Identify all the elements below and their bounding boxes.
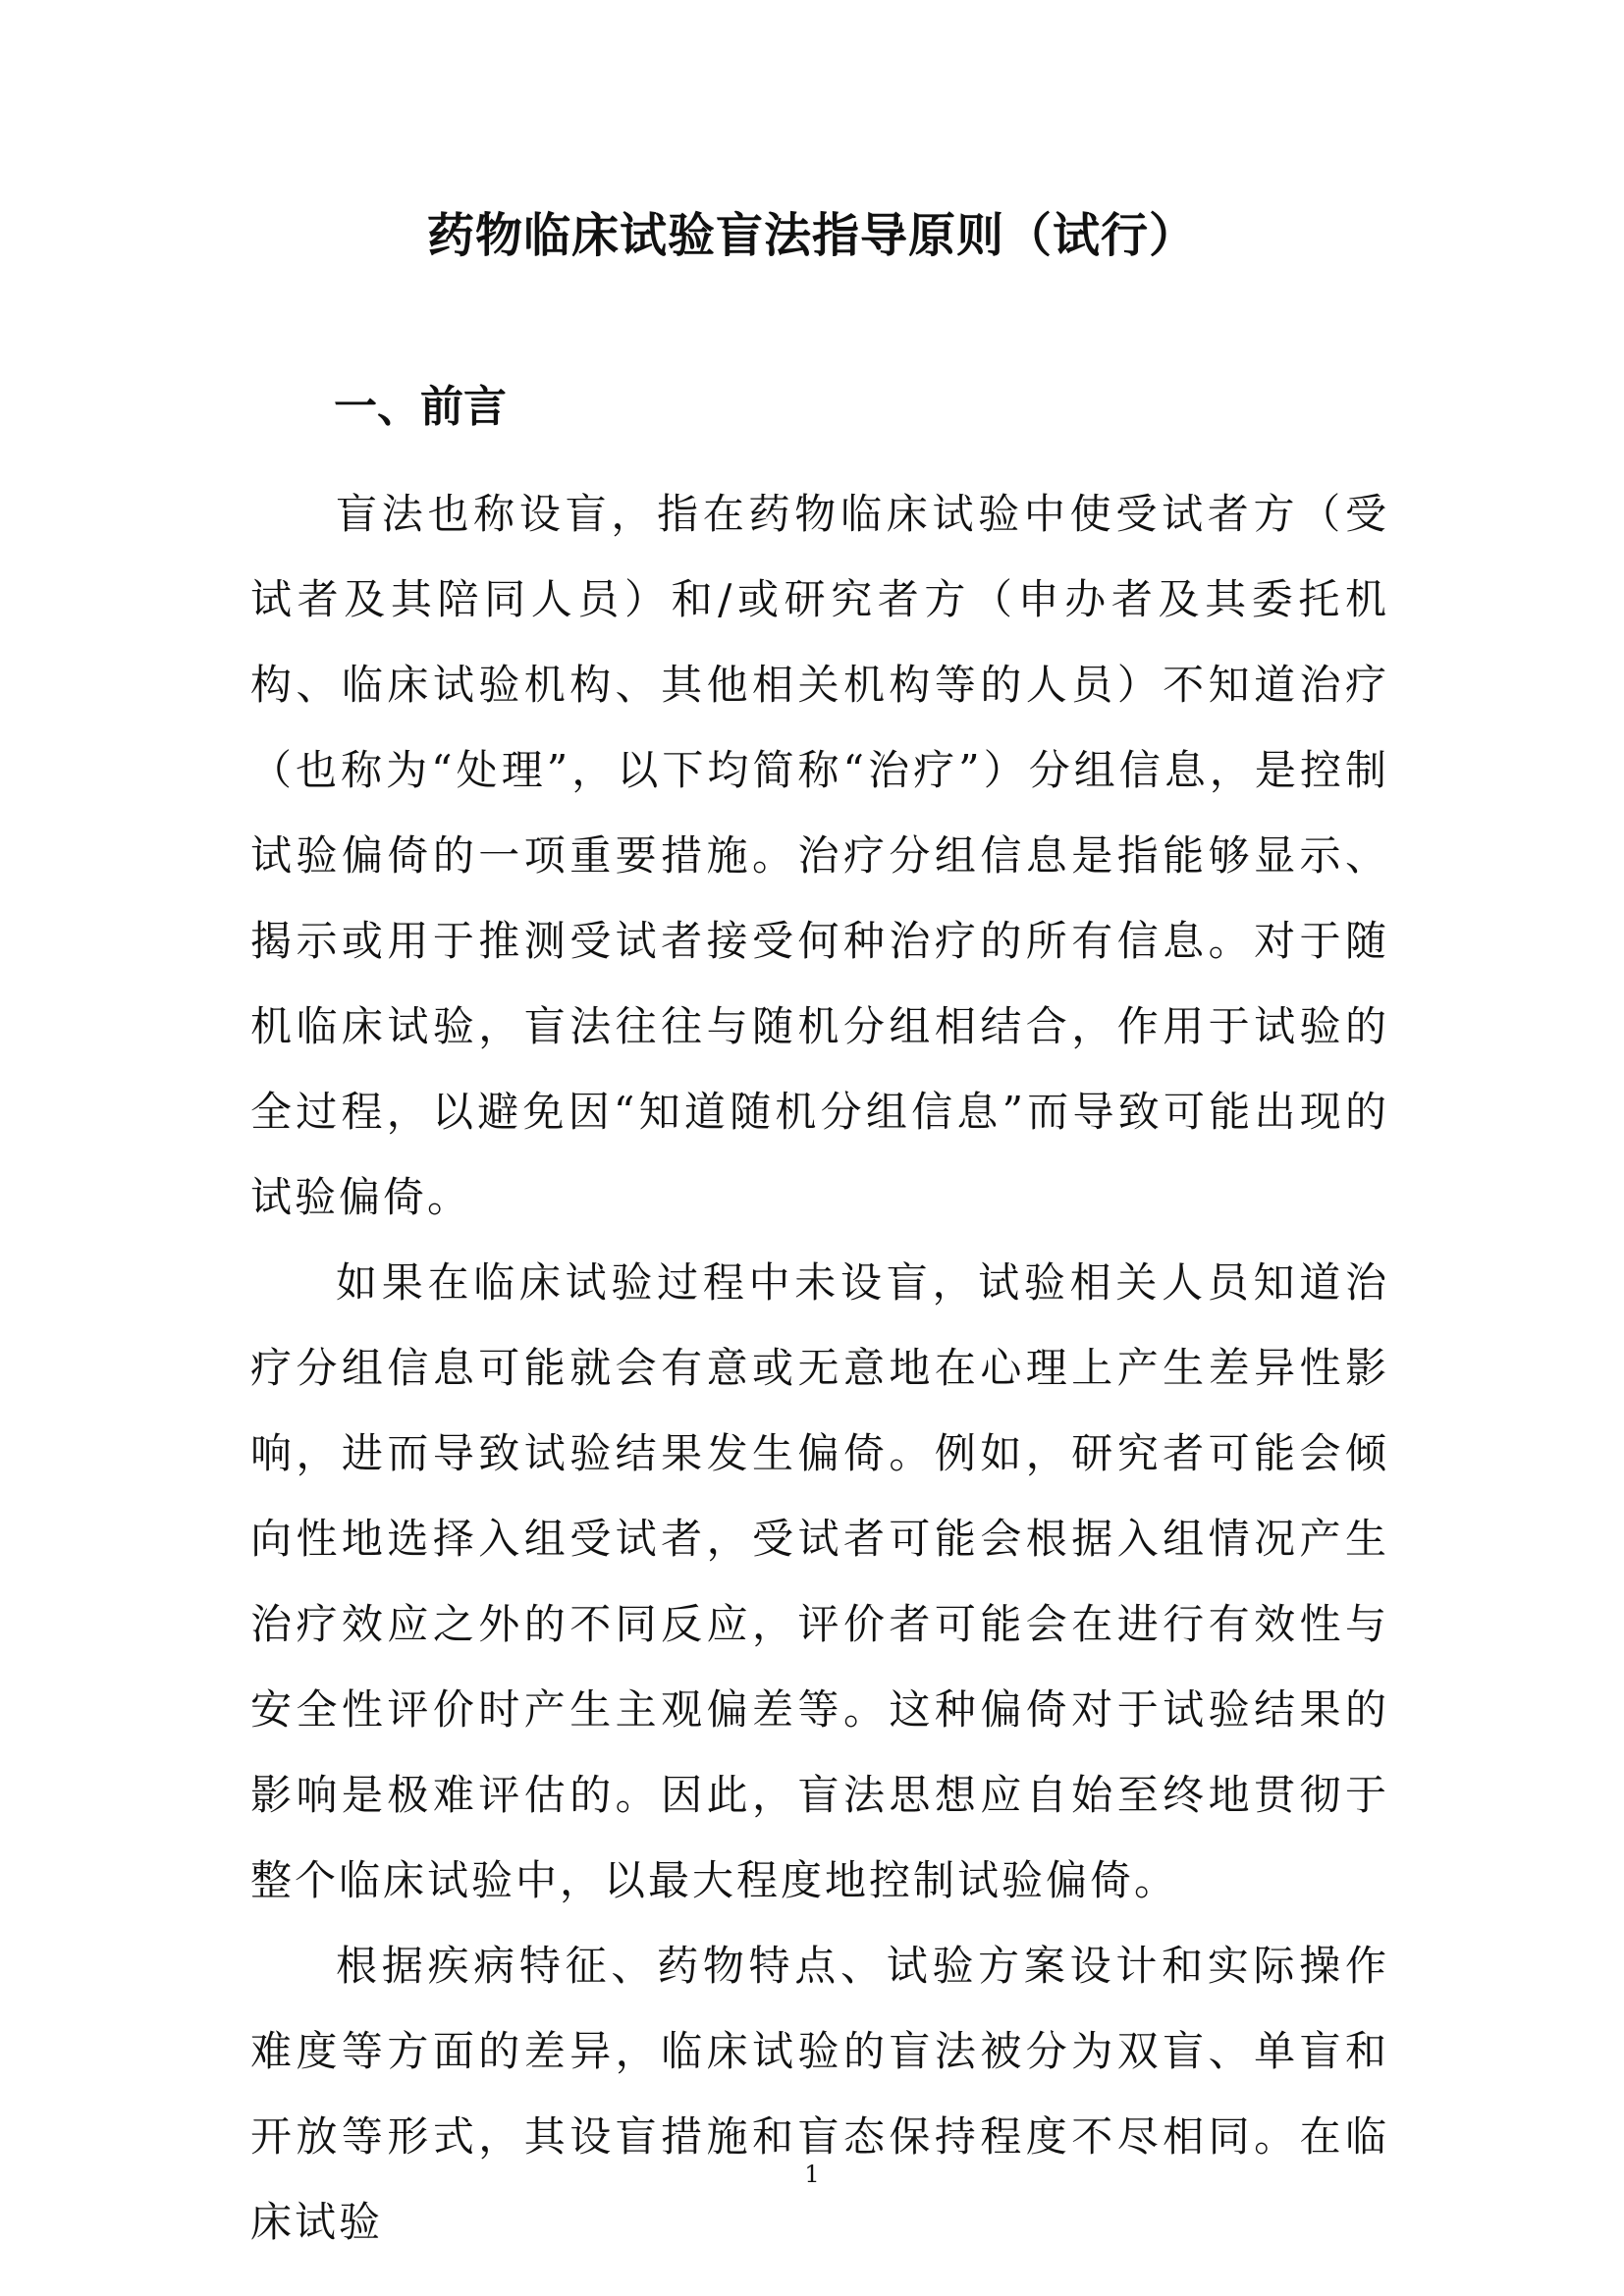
section-heading: 一、前言	[334, 382, 507, 432]
document-title: 药物临床试验盲法指导原则（试行）	[426, 208, 1197, 263]
paragraph-1: 盲法也称设盲，指在药物临床试验中使受试者方（受试者及其陪同人员）和/或研究者方（申办者及其委托机构、临床试验机构、其他相关机构等的人员）不知道治疗（也称为“处理”，以下均简称“治疗”）分组信息，是控制试验偏倚的一项重要措施。治疗分组信息是指能够显示、揭示或用于推测受试者接受何种治疗的所有信息。对于随机临床试验，盲法往往与随机分组相结合，作用于试验的全过程，以避免因“知道随机分组信息”而导致可能出现的试验偏倚。	[250, 490, 1389, 1221]
body-text	[250, 471, 1389, 2265]
paragraph-3: 根据疾病特征、药物特点、试验方案设计和实际操作难度等方面的差异，临床试验的盲法被分为双盲、单盲和开放等形式，其设盲措施和盲态保持程度不尽相同。在临床试验	[250, 1942, 1389, 2246]
paragraph-2: 如果在临床试验过程中未设盲，试验相关人员知道治疗分组信息可能就会有意或无意地在心理上产生差异性影响，进而导致试验结果发生偏倚。例如，研究者可能会倾向性地选择入组受试者，受试者可能会根据入组情况产生治疗效应之外的不同反应，评价者可能会在进行有效性与安全性评价时产生主观偏差等。这种偏倚对于试验结果的影响是极难评估的。因此，盲法思想应自始至终地贯彻于整个临床试验中，以最大程度地控制试验偏倚。	[250, 1258, 1389, 1904]
page-number: 1	[804, 2161, 820, 2188]
